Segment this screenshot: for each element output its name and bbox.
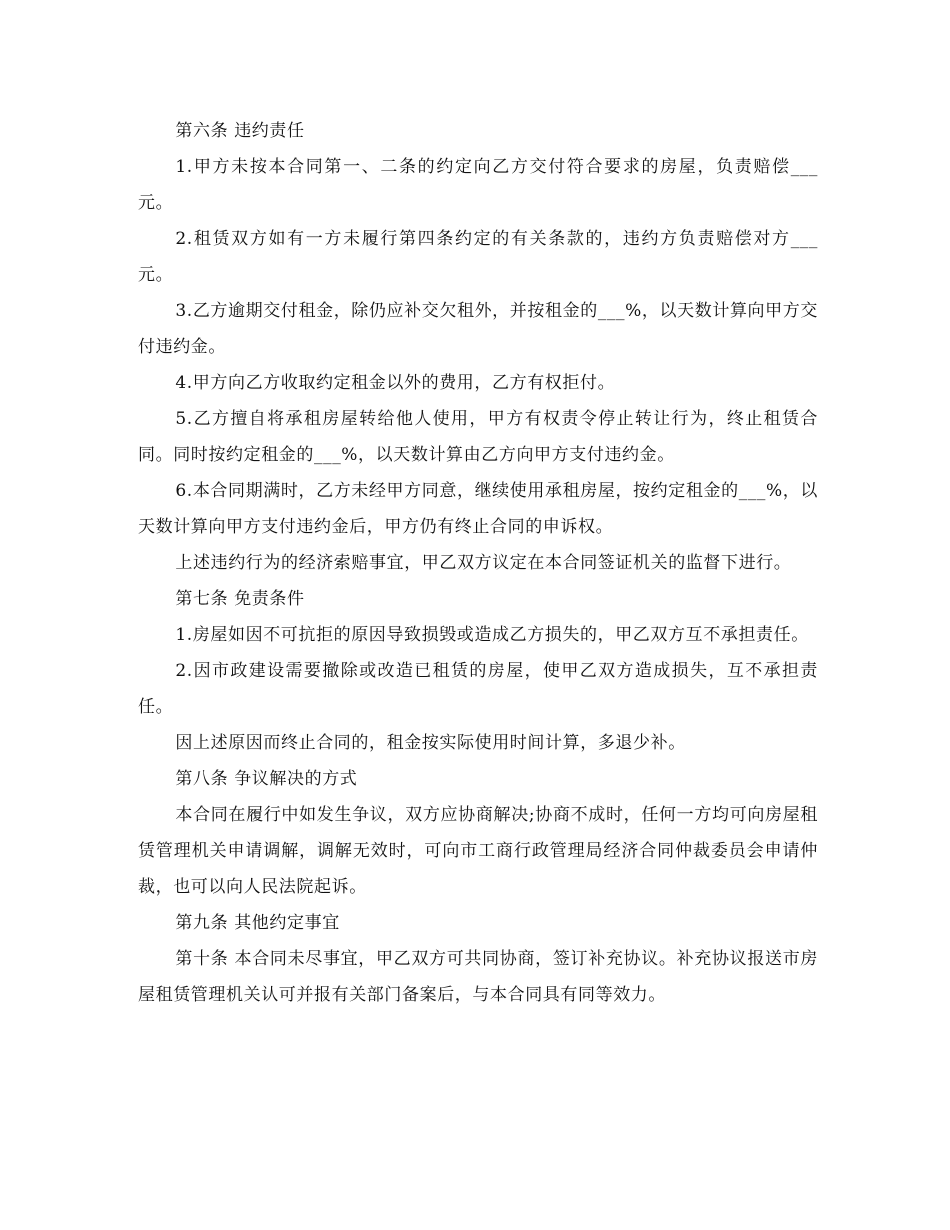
clause-8-body: 本合同在履行中如发生争议，双方应协商解决;协商不成时，任何一方均可向房屋租赁管理机关申请调解，调解无效时，可向市工商行政管理局经济合同仲裁委员会申请仲裁，也可以向人民法院起诉。 bbox=[138, 805, 818, 897]
clause-7-note: 因上述原因而终止合同的，租金按实际使用时间计算，多退少补。 bbox=[175, 733, 686, 753]
clause-7-2: 2.因市政建设需要撤除或改造已租赁的房屋，使甲乙双方造成损失，互不承担责任。 bbox=[138, 661, 818, 717]
clause-6-note: 上述违约行为的经济索赔事宜，甲乙双方议定在本合同签证机关的监督下进行。 bbox=[175, 553, 792, 573]
clause-6-3: 3.乙方逾期交付租金，除仍应补交欠租外，并按租金的___%，以天数计算向甲方交付违约金。 bbox=[138, 301, 818, 357]
section-heading-article-7: 第七条 免责条件 bbox=[175, 589, 305, 609]
document-body bbox=[138, 113, 818, 1013]
section-heading-article-9: 第九条 其他约定事宜 bbox=[175, 913, 340, 933]
clause-10-body: 第十条 本合同未尽事宜，甲乙双方可共同协商，签订补充协议。补充协议报送市房屋租赁管理机关认可并报有关部门备案后，与本合同具有同等效力。 bbox=[138, 949, 818, 1005]
clause-6-5: 5.乙方擅自将承租房屋转给他人使用，甲方有权责令停止转让行为，终止租赁合同。同时按约定租金的___%，以天数计算由乙方向甲方支付违约金。 bbox=[138, 409, 818, 465]
section-heading-article-6: 第六条 违约责任 bbox=[175, 121, 305, 141]
clause-6-2: 2.租赁双方如有一方未履行第四条约定的有关条款的，违约方负责赔偿对方___元。 bbox=[138, 229, 818, 285]
clause-6-1: 1.甲方未按本合同第一、二条的约定向乙方交付符合要求的房屋，负责赔偿___元。 bbox=[138, 157, 818, 213]
clause-7-1: 1.房屋如因不可抗拒的原因导致损毁或造成乙方损失的，甲乙双方互不承担责任。 bbox=[175, 625, 809, 645]
clause-6-4: 4.甲方向乙方收取约定租金以外的费用，乙方有权拒付。 bbox=[175, 373, 616, 393]
clause-6-6: 6.本合同期满时，乙方未经甲方同意，继续使用承租房屋，按约定租金的___%，以天数计算向甲方支付违约金后，甲方仍有终止合同的申诉权。 bbox=[138, 481, 818, 537]
section-heading-article-8: 第八条 争议解决的方式 bbox=[175, 769, 358, 789]
